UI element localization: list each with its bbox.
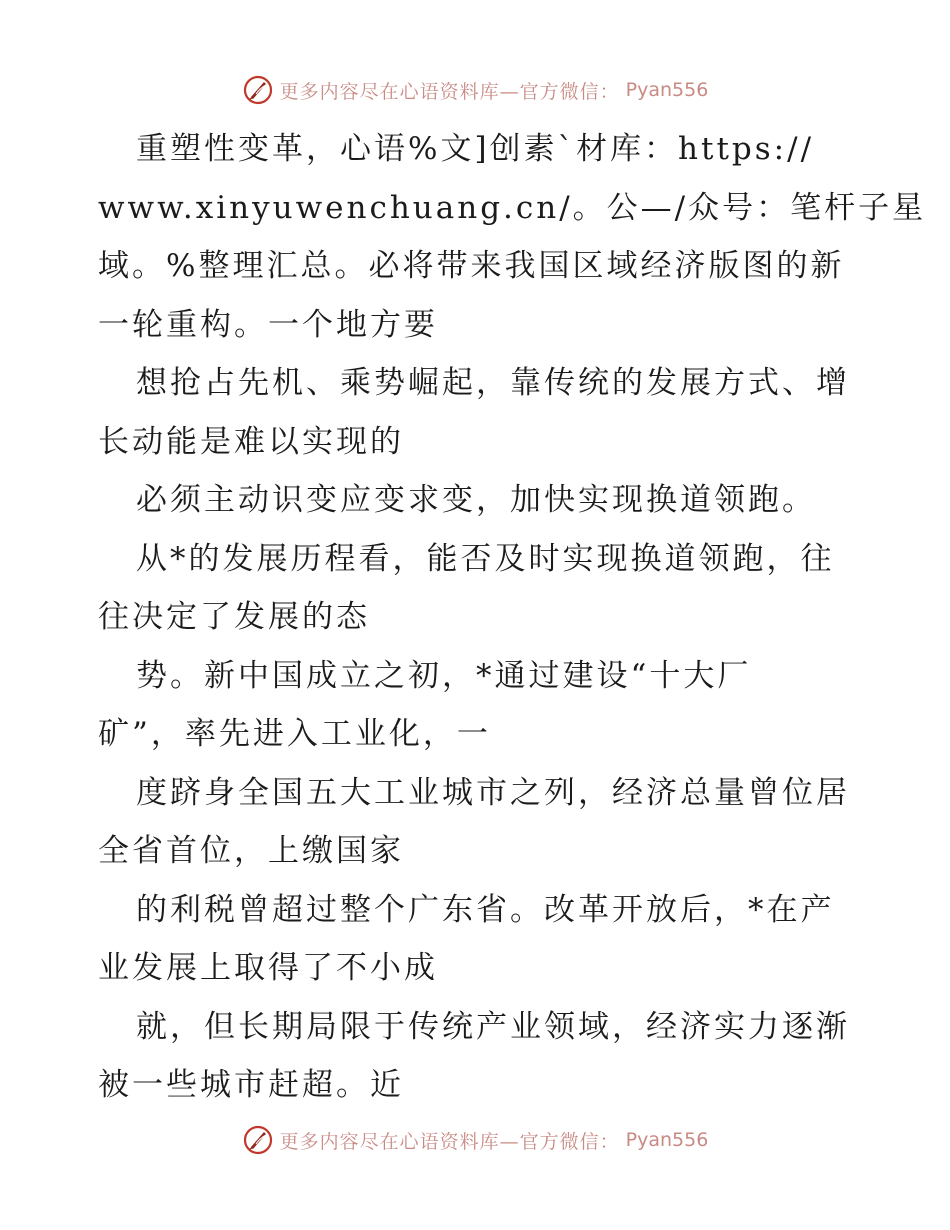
- body-line: 势。新中国成立之初，*通过建设“十大厂: [136, 657, 752, 694]
- body-line: 全省首位，上缴国家: [98, 833, 404, 869]
- quill-logo-icon: [242, 1124, 274, 1156]
- body-line: 矿”，率先进入工业化，一: [98, 716, 491, 752]
- body-line: 往决定了发展的态: [98, 599, 370, 635]
- footer-banner-id: Pyan556: [625, 1129, 709, 1151]
- body-line: 必须主动识变应变求变，加快实现换道领跑。: [136, 482, 816, 518]
- header-watermark-banner: [0, 70, 950, 110]
- body-line: 从*的发展历程看，能否及时实现换道领跑，往: [136, 540, 835, 577]
- body-line: 业发展上取得了不小成: [98, 950, 438, 986]
- header-banner-id: Pyan556: [625, 79, 709, 101]
- footer-banner-text: 更多内容尽在心语资料库—官方微信：: [279, 1130, 620, 1153]
- quill-logo-icon: [242, 74, 274, 106]
- body-line: 想抢占先机、乘势崛起，靠传统的发展方式、增: [136, 365, 850, 401]
- body-line: 被一些城市赶超。近: [98, 1067, 404, 1103]
- header-banner-text: 更多内容尽在心语资料库—官方微信：: [279, 80, 620, 103]
- body-line: 度跻身全国五大工业城市之列，经济总量曾位居: [136, 774, 850, 811]
- body-line: 就，但长期局限于传统产业领域，经济实力逐渐: [136, 1008, 850, 1045]
- body-line: www.xinyuwenchuang.cn/。公—/众号：笔杆子星: [98, 189, 927, 226]
- body-line: 域。%整理汇总。必将带来我国区域经济版图的新: [98, 248, 845, 284]
- body-line: 重塑性变革，心语%文]创素`材库：https://: [136, 131, 815, 167]
- footer-watermark-banner: [0, 1120, 950, 1160]
- body-line: 的利税曾超过整个广东省。改革开放后，*在产: [136, 891, 835, 928]
- document-body: [98, 120, 927, 1115]
- body-line: 一轮重构。一个地方要: [98, 306, 438, 343]
- body-line: 长动能是难以实现的: [98, 423, 404, 460]
